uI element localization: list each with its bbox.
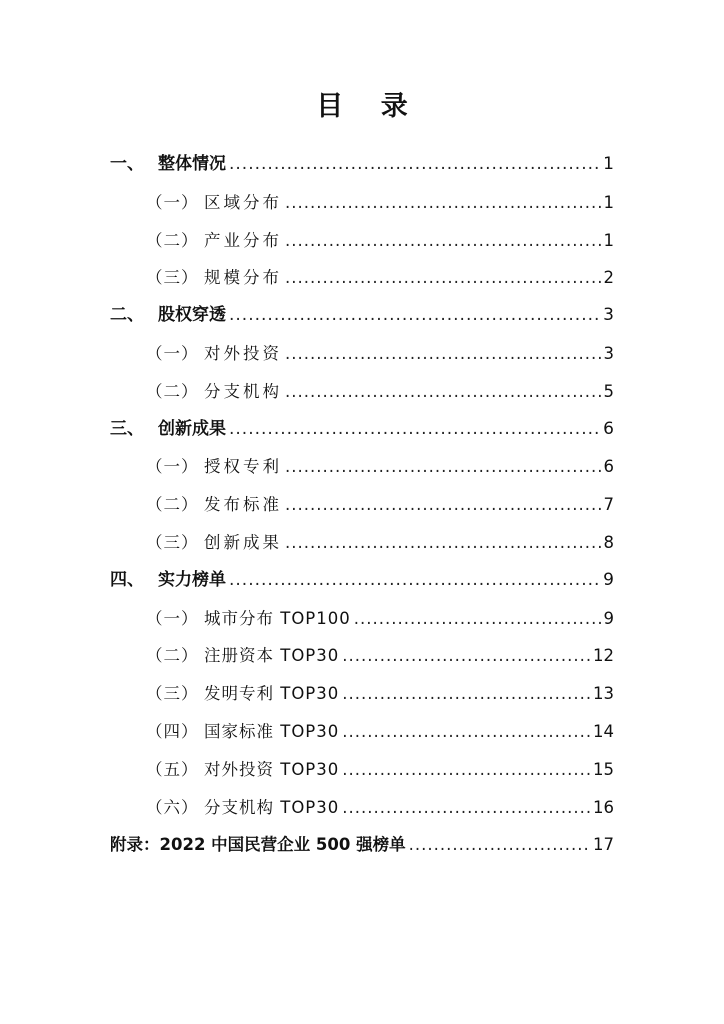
toc-subentry[interactable] [110,675,614,713]
page-title: 目 录 [316,91,422,122]
toc-entry-title: 城市分布 TOP100 [204,608,351,628]
toc-entry-title: 附录：2022 中国民营企业 500 强榜单 [110,835,406,855]
toc-entry-page: 6 [603,457,614,477]
toc-entry-page: 17 [593,835,614,855]
toc-entry-number: （二） [146,381,199,401]
toc-subentry[interactable] [110,600,614,638]
toc-subentry[interactable] [110,637,614,675]
toc-entry-number: （一） [146,457,199,477]
toc-entry-title: 授权专利 [204,457,282,477]
toc-entry-title: 对外投资 [204,343,282,363]
dot-leader [229,146,600,184]
toc-entry-page: 14 [593,721,614,741]
toc-entry-number: （三） [146,532,199,552]
toc-subentry[interactable] [110,448,614,486]
dot-leader [285,335,601,373]
dot-leader [342,751,590,789]
toc-entry-title: 区域分布 [204,192,282,212]
toc-entry-number: 二、 [110,305,144,326]
dot-leader [229,297,600,335]
toc-entry-number: （一） [146,343,199,363]
toc-entry-title: 整体情况 [158,154,226,174]
dot-leader [409,826,590,864]
toc-subentry[interactable] [110,486,614,524]
toc-entry-number: （二） [146,495,199,515]
toc-entry-number: （一） [146,608,199,628]
toc-entry-page: 6 [603,418,614,439]
toc-entry-title: 发布标准 [204,495,282,515]
dot-leader [285,259,601,297]
toc-subentry[interactable] [110,751,614,789]
toc-entry-page: 5 [603,381,614,401]
toc-entry-number: （六） [146,797,199,817]
toc-entry-number: 四、 [110,569,144,590]
toc-entry-title: 股权穿透 [158,305,226,326]
dot-leader [285,448,601,486]
toc-subentry[interactable] [110,222,614,260]
toc-subentry[interactable] [110,789,614,827]
dot-leader [285,373,601,411]
toc-entry-title: 国家标准 TOP30 [204,721,340,741]
toc-entry-number: （二） [146,646,199,666]
toc-entry-title: 规模分布 [204,268,282,288]
toc-entry-number: （四） [146,721,199,741]
dot-leader [354,600,601,638]
dot-leader [342,675,590,713]
table-of-contents [110,146,614,864]
toc-entry-page: 1 [603,154,614,174]
toc-entry-title: 分支机构 [204,381,282,401]
dot-leader [285,524,601,562]
dot-leader [342,637,590,675]
toc-entry-page: 13 [593,684,614,704]
toc-entry-page: 2 [603,268,614,288]
dot-leader [342,789,590,827]
toc-appendix-entry[interactable] [110,826,614,864]
toc-entry-page: 15 [593,759,614,779]
toc-entry-number: 一、 [110,154,144,174]
toc-subentry[interactable] [110,373,614,411]
toc-subentry[interactable] [110,713,614,751]
toc-entry-page: 1 [603,192,614,212]
toc-entry-title: 分支机构 TOP30 [204,797,340,817]
toc-subentry[interactable] [110,259,614,297]
dot-leader [229,411,600,449]
toc-entry-title: 创新成果 [158,418,226,439]
toc-entry-page: 9 [603,569,614,590]
toc-entry-number: （三） [146,684,199,704]
toc-entry-title: 产业分布 [204,230,282,250]
toc-entry-title: 实力榜单 [158,569,226,590]
dot-leader [285,486,601,524]
toc-entry-page: 7 [603,495,614,515]
toc-entry[interactable] [110,411,614,449]
toc-entry-number: （一） [146,192,199,212]
toc-entry[interactable] [110,562,614,600]
dot-leader [342,713,590,751]
toc-entry-title: 发明专利 TOP30 [204,684,340,704]
toc-entry-number: （二） [146,230,199,250]
toc-entry-page: 8 [603,532,614,552]
toc-entry-title: 创新成果 [204,532,282,552]
toc-entry-page: 12 [593,646,614,666]
toc-entry-number: （五） [146,759,199,779]
toc-entry-number: 三、 [110,418,144,439]
dot-leader [285,184,601,222]
toc-entry-title: 注册资本 TOP30 [204,646,340,666]
toc-entry-page: 1 [603,230,614,250]
toc-subentry[interactable] [110,335,614,373]
toc-subentry[interactable] [110,524,614,562]
toc-entry-page: 3 [603,305,614,326]
toc-entry-page: 16 [593,797,614,817]
toc-entry[interactable] [110,297,614,335]
dot-leader [285,222,601,260]
toc-entry-page: 3 [603,343,614,363]
toc-entry[interactable] [110,146,614,184]
toc-entry-page: 9 [603,608,614,628]
toc-subentry[interactable] [110,184,614,222]
toc-entry-title: 对外投资 TOP30 [204,759,340,779]
toc-entry-number: （三） [146,268,199,288]
dot-leader [229,562,600,600]
